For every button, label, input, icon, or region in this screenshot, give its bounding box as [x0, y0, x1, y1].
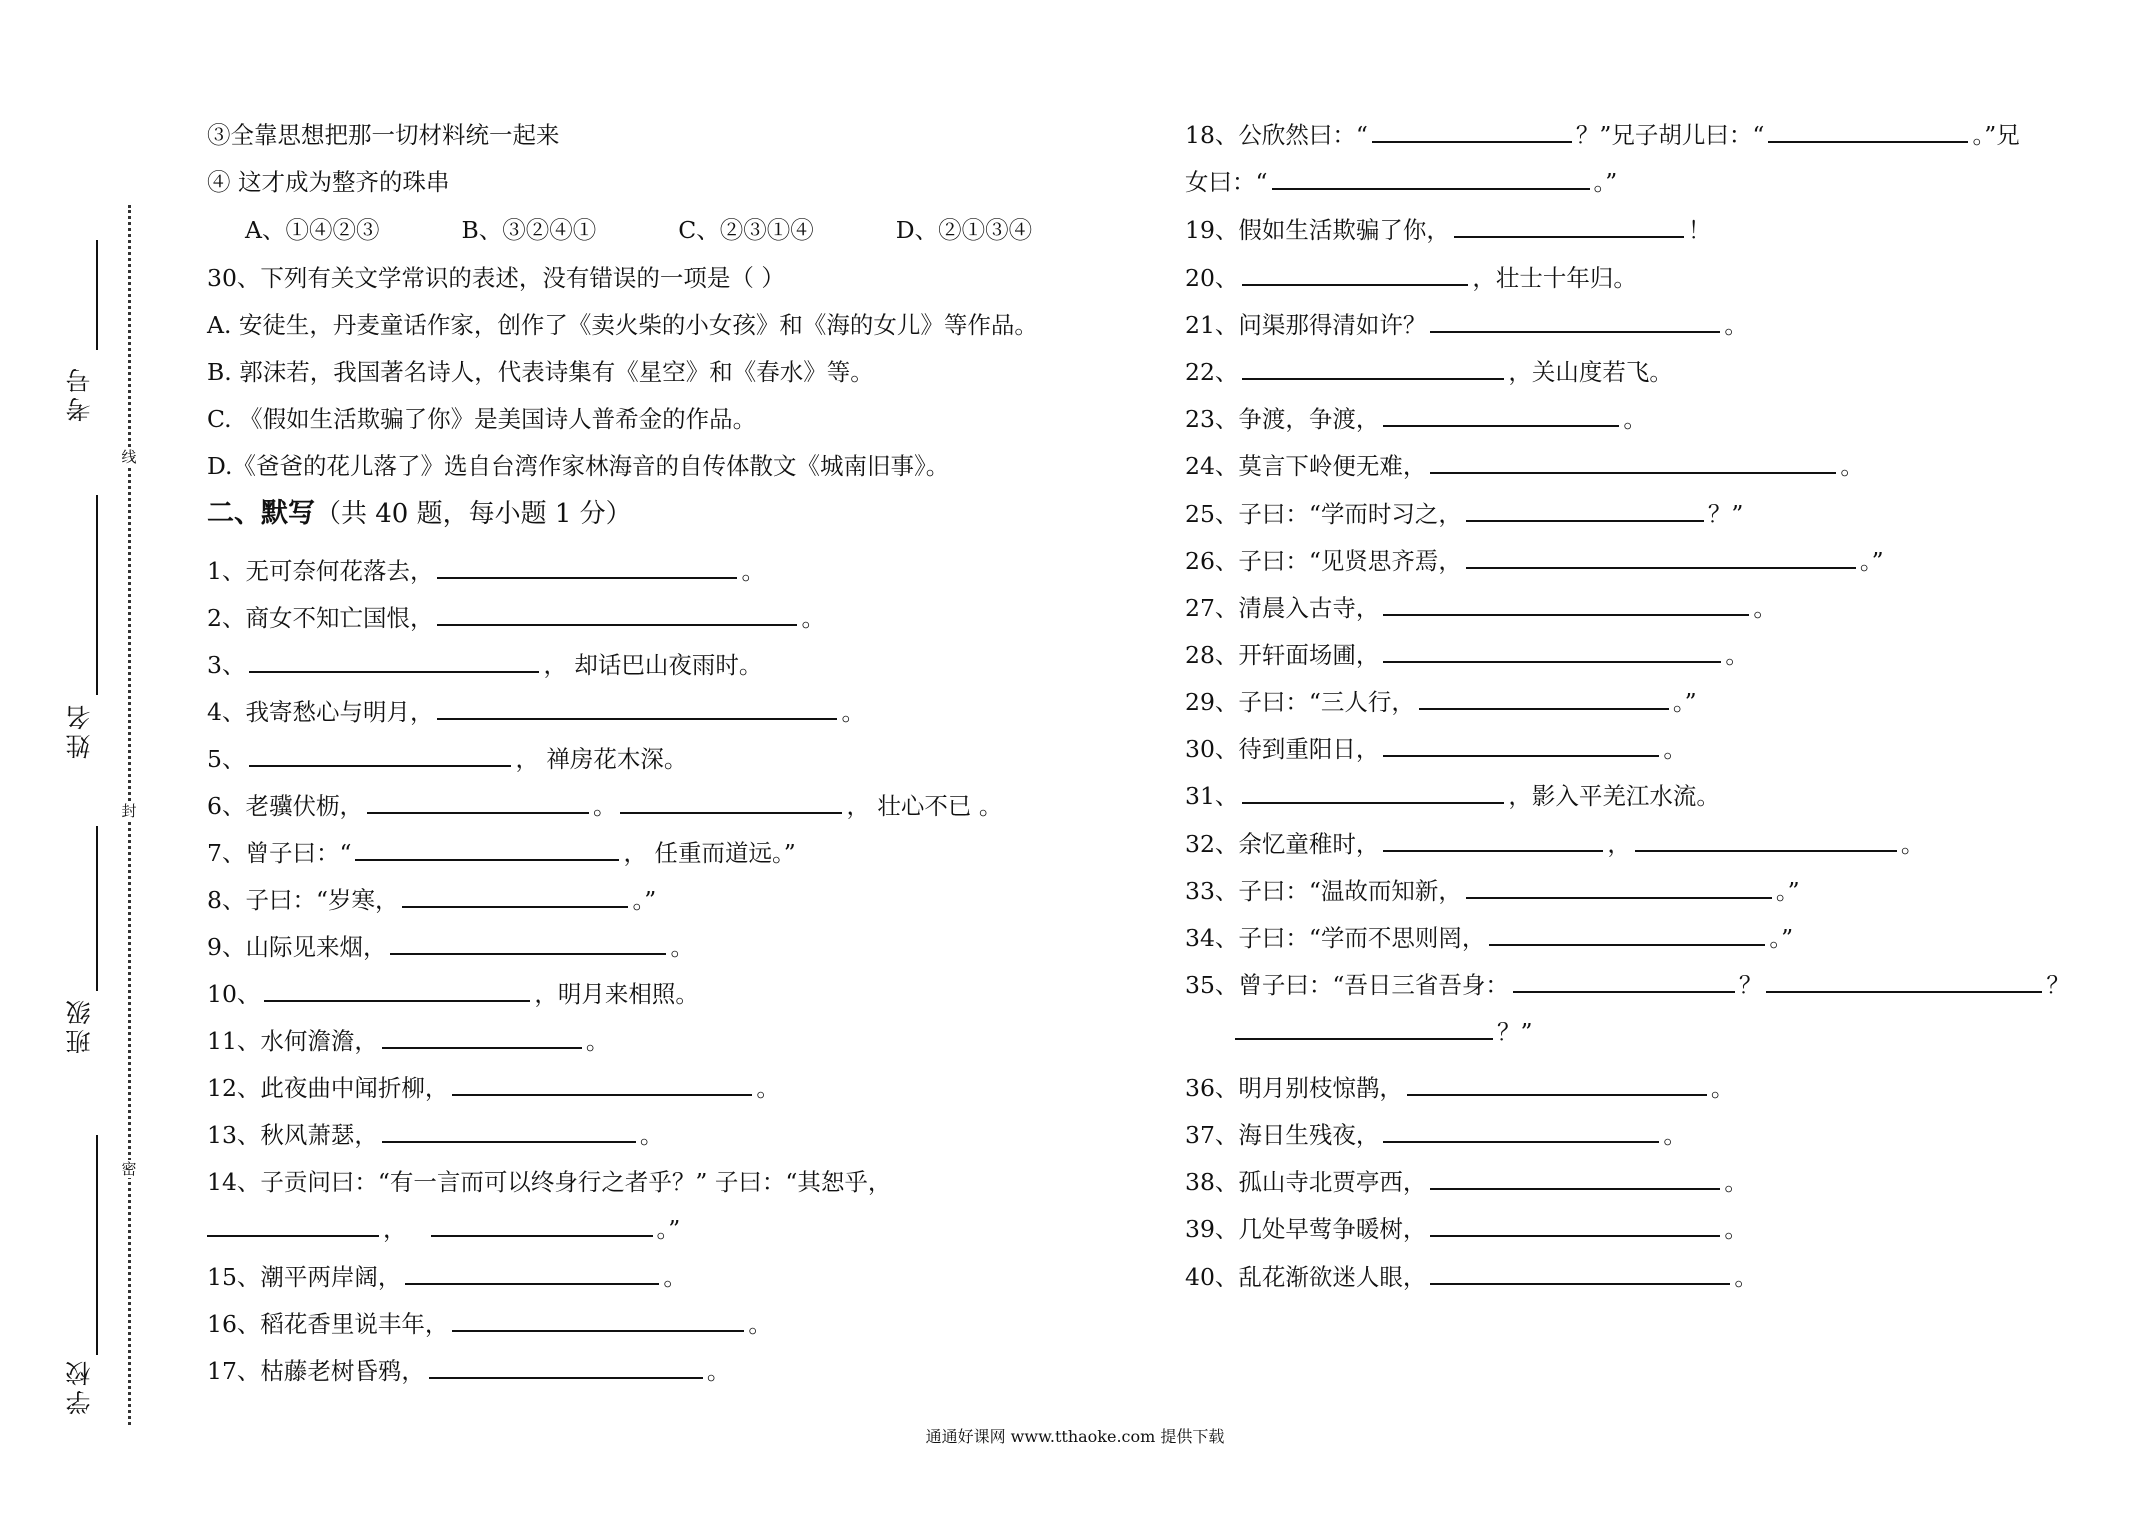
q40-suffix: 。: [1734, 1263, 1758, 1291]
q33-suffix: 。”: [1775, 877, 1800, 905]
q5-suffix: ， 禅房花木深。: [515, 745, 688, 773]
exam-number-label: 考号: [65, 364, 94, 422]
q8-prompt: 8、子曰：“岁寒，: [207, 886, 399, 914]
q14-answer-blank-2[interactable]: [431, 1213, 653, 1237]
q13-answer-blank[interactable]: [382, 1119, 636, 1143]
q35-answer-blank-2[interactable]: [1766, 969, 2042, 993]
sentence-item-4: ④ 这才成为整齐的珠串: [207, 168, 450, 196]
q6-mid: 。: [592, 792, 617, 820]
dictation-q18: [1185, 118, 2020, 152]
q37-suffix: 。: [1663, 1121, 1687, 1149]
q30-option-a[interactable]: A. 安徒生，丹麦童话作家，创作了《卖火柴的小女孩》和《海的女儿》等作品。: [207, 311, 1038, 339]
q23-answer-blank[interactable]: [1383, 403, 1619, 427]
q32-mid: ，: [1607, 830, 1631, 858]
student-name-line[interactable]: [96, 495, 98, 695]
q26-prompt: 26、子曰：“见贤思齐焉，: [1185, 547, 1462, 575]
q25-answer-blank[interactable]: [1466, 498, 1704, 522]
q24-answer-blank[interactable]: [1430, 450, 1836, 474]
dictation-q14-answer: [207, 1212, 680, 1246]
q23-suffix: 。: [1623, 405, 1647, 433]
q29-suffix: 。”: [1672, 688, 1697, 716]
q13-suffix: 。: [639, 1121, 664, 1149]
class-label: 班级: [65, 996, 94, 1054]
q22-prompt: 22、: [1185, 358, 1239, 386]
dictation-q36: [1185, 1071, 1734, 1105]
dictation-q3: [207, 648, 762, 682]
q13-prompt: 13、秋风萧瑟，: [207, 1121, 378, 1149]
section-title: [207, 497, 632, 531]
q3-answer-blank[interactable]: [249, 649, 539, 673]
dictation-q35: [1185, 968, 2070, 1002]
q30-option-c[interactable]: C. 《假如生活欺骗了你》是美国诗人普希金的作品。: [207, 405, 757, 433]
q29-option-c[interactable]: C、②③①④: [678, 216, 814, 244]
q35-answer-blank-1[interactable]: [1513, 969, 1735, 993]
q11-suffix: 。: [585, 1027, 610, 1055]
dictation-q19: [1185, 213, 1711, 247]
q35b-suffix: ？”: [1497, 1018, 1533, 1046]
dictation-q23: [1185, 402, 1647, 436]
q18b-prompt: 女曰：“: [1185, 168, 1268, 196]
q24-prompt: 24、莫言下岭便无难，: [1185, 452, 1427, 480]
q3-suffix: ， 却话巴山夜雨时。: [543, 651, 763, 679]
dictation-q7: [207, 836, 796, 870]
q34-suffix: 。”: [1769, 924, 1794, 952]
q4-answer-blank[interactable]: [437, 696, 837, 720]
class-field[interactable]: [62, 826, 102, 1056]
q29-prompt: 29、子曰：“三人行，: [1185, 688, 1415, 716]
dictation-q39: [1185, 1212, 1748, 1246]
q39-answer-blank[interactable]: [1430, 1213, 1720, 1237]
dictation-q8: [207, 883, 656, 917]
student-name-field[interactable]: [62, 495, 102, 760]
school-line[interactable]: [96, 1135, 98, 1355]
q10-prompt: 10、: [207, 980, 261, 1008]
dictation-q27: [1185, 591, 1777, 625]
q18-suffix: 。”兄: [1972, 121, 2020, 149]
q8-answer-blank[interactable]: [402, 884, 628, 908]
q32-prompt: 32、余忆童稚时，: [1185, 830, 1380, 858]
q4-suffix: 。: [841, 698, 865, 726]
exam-number-line[interactable]: [96, 240, 98, 350]
q24-suffix: 。: [1840, 452, 1864, 480]
dictation-q5: [207, 742, 687, 776]
q9-prompt: 9、山际见来烟，: [207, 933, 387, 961]
q23-prompt: 23、争渡，争渡，: [1185, 405, 1380, 433]
q21-suffix: 。: [1724, 311, 1748, 339]
q32-answer-blank-1[interactable]: [1383, 828, 1603, 852]
dictation-q12: [207, 1071, 780, 1105]
q12-suffix: 。: [756, 1074, 780, 1102]
q18-prompt: 18、公欣然曰：“: [1185, 121, 1368, 149]
dictation-q17: [207, 1354, 730, 1388]
sentence-item-3: ③全靠思想把那一切材料统一起来: [207, 121, 560, 149]
q38-answer-blank[interactable]: [1430, 1166, 1720, 1190]
q29-option-a[interactable]: A、①④②③: [245, 216, 380, 244]
binding-char-close: 密: [114, 1160, 144, 1178]
q11-prompt: 11、水何澹澹，: [207, 1027, 378, 1055]
q7-suffix: ， 任重而道远。”: [623, 839, 796, 867]
q20-suffix: ，壮士十年归。: [1472, 264, 1637, 292]
dictation-q4: [207, 695, 865, 729]
student-name-label: 姓名: [65, 701, 94, 759]
q34-prompt: 34、子曰：“学而不思则罔，: [1185, 924, 1486, 952]
dictation-q32: [1185, 827, 1924, 861]
q27-answer-blank[interactable]: [1383, 592, 1749, 616]
q36-prompt: 36、明月别枝惊鹊，: [1185, 1074, 1403, 1102]
dictation-q26: [1185, 544, 1884, 578]
binding-char-line: 线: [114, 448, 144, 466]
q18-answer-blank-1[interactable]: [1372, 119, 1572, 143]
q29-answer-blank[interactable]: [1419, 686, 1669, 710]
footer-credit: 通通好课网 www.tthaoke.com 提供下载: [925, 1427, 1225, 1446]
q30-option-b[interactable]: B. 郭沫若，我国著名诗人，代表诗集有《星空》和《春水》等。: [207, 358, 874, 386]
exam-number-field[interactable]: [62, 240, 102, 430]
q36-answer-blank[interactable]: [1407, 1072, 1707, 1096]
q20-answer-blank[interactable]: [1242, 262, 1468, 286]
q6-answer-blank-2[interactable]: [620, 790, 842, 814]
q18-answer-blank-2[interactable]: [1768, 119, 1968, 143]
q2-answer-blank[interactable]: [437, 602, 797, 626]
q17-prompt: 17、枯藤老树昏鸦，: [207, 1357, 425, 1385]
q19-suffix: ！: [1687, 216, 1712, 244]
q39-suffix: 。: [1724, 1215, 1748, 1243]
q16-answer-blank[interactable]: [452, 1308, 744, 1332]
dictation-q2: [207, 601, 825, 635]
q29-options: [245, 213, 1114, 247]
dictation-q34: [1185, 921, 1793, 955]
section-title-main: 二、默写: [207, 498, 315, 529]
q1-suffix: 。: [741, 557, 765, 585]
q7-answer-blank[interactable]: [355, 837, 619, 861]
q4-prompt: 4、我寄愁心与明月，: [207, 698, 434, 726]
q9-suffix: 。: [670, 933, 694, 961]
dictation-q13: [207, 1118, 663, 1152]
q18-answer-blank-3[interactable]: [1272, 166, 1590, 190]
dictation-q25: [1185, 497, 1743, 531]
q1-prompt: 1、无可奈何花落去，: [207, 557, 434, 585]
dictation-q24: [1185, 449, 1864, 483]
q25-suffix: ？”: [1707, 500, 1744, 528]
dictation-q40: [1185, 1260, 1758, 1294]
q15-prompt: 15、潮平两岸阔，: [207, 1263, 402, 1291]
q25-prompt: 25、子曰：“学而时习之，: [1185, 500, 1462, 528]
q8-suffix: 。”: [632, 886, 657, 914]
q22-answer-blank[interactable]: [1242, 356, 1504, 380]
dictation-q20: [1185, 261, 1637, 295]
q37-prompt: 37、海日生残夜，: [1185, 1121, 1380, 1149]
q30-suffix: 。: [1663, 735, 1687, 763]
q5-answer-blank[interactable]: [249, 743, 511, 767]
q35-mid: ？: [1738, 971, 1763, 999]
q3-prompt: 3、: [207, 651, 246, 679]
q32-suffix: 。: [1900, 830, 1925, 858]
q19-answer-blank[interactable]: [1454, 214, 1684, 238]
q32-answer-blank-2[interactable]: [1635, 828, 1897, 852]
q12-prompt: 12、此夜曲中闻折柳，: [207, 1074, 449, 1102]
q28-answer-blank[interactable]: [1383, 639, 1721, 663]
q31-answer-blank[interactable]: [1242, 780, 1504, 804]
q27-suffix: 。: [1753, 594, 1777, 622]
q11-answer-blank[interactable]: [382, 1025, 582, 1049]
q30-answer-blank[interactable]: [1383, 733, 1659, 757]
dictation-q21: [1185, 308, 1748, 342]
q6-answer-blank-1[interactable]: [367, 790, 589, 814]
dictation-q33: [1185, 874, 1800, 908]
q7-prompt: 7、曾子曰：“: [207, 839, 352, 867]
q21-answer-blank[interactable]: [1430, 309, 1720, 333]
q22-suffix: ，关山度若飞。: [1508, 358, 1673, 386]
q20-prompt: 20、: [1185, 264, 1239, 292]
q40-answer-blank[interactable]: [1430, 1261, 1730, 1285]
q33-prompt: 33、子曰：“温故而知新，: [1185, 877, 1462, 905]
q38-suffix: 。: [1724, 1168, 1748, 1196]
q16-prompt: 16、稻花香里说丰年，: [207, 1310, 449, 1338]
q35-prompt: 35、曾子曰：“吾日三省吾身：: [1185, 971, 1509, 999]
dictation-q16: [207, 1307, 772, 1341]
dictation-q18-cont: [1185, 165, 1617, 199]
dictation-q38: [1185, 1165, 1748, 1199]
q31-prompt: 31、: [1185, 782, 1239, 810]
q26-answer-blank[interactable]: [1466, 545, 1856, 569]
q30-option-d[interactable]: D.《爸爸的花儿落了》选自台湾作家林海音的自传体散文《城南旧事》。: [207, 452, 950, 480]
class-line[interactable]: [96, 826, 98, 991]
q18b-suffix: 。”: [1593, 168, 1618, 196]
binding-char-seal: 封: [114, 802, 144, 820]
dictation-q31: [1185, 779, 1720, 813]
q39-prompt: 39、几处早莺争暖树，: [1185, 1215, 1427, 1243]
dictation-q22: [1185, 355, 1673, 389]
q17-suffix: 。: [706, 1357, 731, 1385]
section-title-sub: （共 40 题，每小题 1 分）: [315, 499, 632, 529]
dictation-q35-cont: [1185, 1015, 1533, 1049]
dictation-q28: [1185, 638, 1749, 672]
q14-answer-blank-1[interactable]: [207, 1213, 379, 1237]
dictation-q14: 14、子贡问曰：“有一言而可以终身行之者乎？” 子曰：“其恕乎，: [207, 1168, 892, 1196]
q14-mid: ，: [383, 1215, 407, 1243]
q16-suffix: 。: [748, 1310, 772, 1338]
q35-suffix: ？: [2046, 971, 2070, 999]
q6-suffix: ， 壮心不已 。: [846, 792, 1003, 820]
q17-answer-blank[interactable]: [429, 1355, 703, 1379]
q30-stem: 30、下列有关文学常识的表述，没有错误的一项是（ ）: [207, 264, 785, 292]
q14-suffix: 。”: [656, 1215, 681, 1243]
q30-prompt: 30、待到重阳日，: [1185, 735, 1380, 763]
dictation-q1: [207, 554, 765, 588]
school-label: 学校: [65, 1357, 94, 1415]
q34-answer-blank[interactable]: [1489, 922, 1765, 946]
q21-prompt: 21、问渠那得清如许？: [1185, 311, 1427, 339]
dictation-q30: [1185, 732, 1687, 766]
q29-option-b[interactable]: B、③②④①: [461, 216, 597, 244]
q35-answer-blank-3[interactable]: [1235, 1016, 1493, 1040]
q38-prompt: 38、孤山寺北贾亭西，: [1185, 1168, 1427, 1196]
q28-suffix: 。: [1725, 641, 1749, 669]
dictation-q37: [1185, 1118, 1687, 1152]
q10-answer-blank[interactable]: [264, 978, 530, 1002]
q6-prompt: 6、老骥伏枥，: [207, 792, 363, 820]
q15-suffix: 。: [663, 1263, 687, 1291]
q28-prompt: 28、开轩面场圃，: [1185, 641, 1380, 669]
school-field[interactable]: [62, 1135, 102, 1415]
q9-answer-blank[interactable]: [390, 931, 666, 955]
q18-mid: ？”兄子胡儿曰：“: [1575, 121, 1765, 149]
dictation-q11: [207, 1024, 609, 1058]
q5-prompt: 5、: [207, 745, 246, 773]
q12-answer-blank[interactable]: [452, 1072, 752, 1096]
q33-answer-blank[interactable]: [1466, 875, 1772, 899]
q15-answer-blank[interactable]: [405, 1261, 659, 1285]
q27-prompt: 27、清晨入古寺，: [1185, 594, 1380, 622]
dictation-q9: [207, 930, 694, 964]
q10-suffix: ，明月来相照。: [534, 980, 699, 1008]
dictation-q10: [207, 977, 699, 1011]
q36-suffix: 。: [1710, 1074, 1735, 1102]
q19-prompt: 19、假如生活欺骗了你，: [1185, 216, 1450, 244]
q26-suffix: 。”: [1859, 547, 1884, 575]
q1-answer-blank[interactable]: [437, 555, 737, 579]
q40-prompt: 40、乱花渐欲迷人眼，: [1185, 1263, 1427, 1291]
q2-prompt: 2、商女不知亡国恨，: [207, 604, 434, 632]
dictation-q15: [207, 1260, 687, 1294]
q37-answer-blank[interactable]: [1383, 1119, 1659, 1143]
q2-suffix: 。: [801, 604, 825, 632]
q31-suffix: ，影入平羌江水流。: [1508, 782, 1720, 810]
dictation-q6: [207, 789, 1002, 823]
dictation-q29: [1185, 685, 1697, 719]
q29-option-d[interactable]: D、②①③④: [895, 216, 1033, 244]
